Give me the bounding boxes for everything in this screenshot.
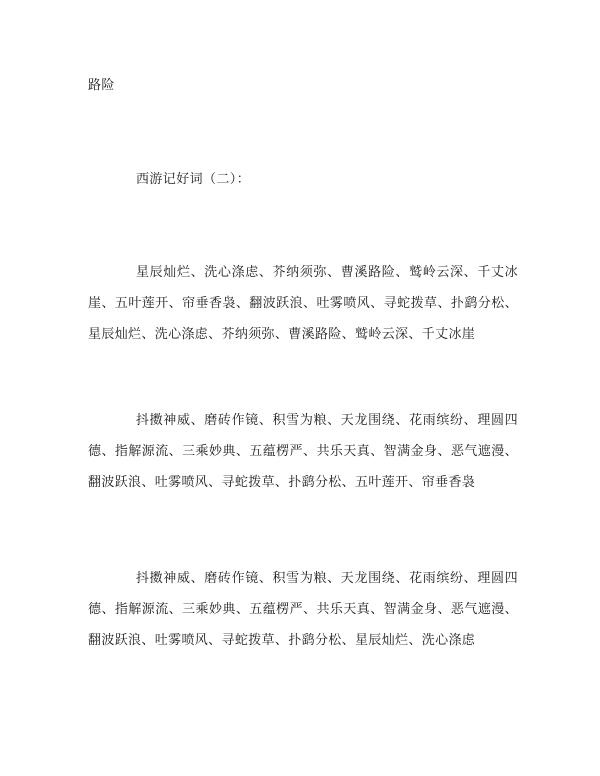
paragraph-2: 抖擞神威、磨砖作镜、积雪为粮、天龙围绕、花雨缤纷、理圆四德、指解源流、三乘妙典、五蕴楞严、共乐天真、智满金身、恶气遮漫、翻波跃浪、吐雾喷风、寻蛇拨草、扑鹞分松、五叶莲开、帘垂香袅 bbox=[88, 413, 518, 490]
section-heading: 西游记好词（二）： bbox=[136, 172, 251, 187]
continued-text: 路险 bbox=[88, 78, 115, 93]
paragraph-3: 抖擞神威、磨砖作镜、积雪为粮、天龙围绕、花雨缤纷、理圆四德、指解源流、三乘妙典、五蕴楞严、共乐天真、智满金身、恶气遮漫、翻波跃浪、吐雾喷风、寻蛇拨草、扑鹞分松、星辰灿烂、洗心涤虑 bbox=[88, 571, 518, 648]
paragraph-1: 星辰灿烂、洗心涤虑、芥纳须弥、曹溪路险、鹫岭云深、千丈冰崖、五叶莲开、帘垂香袅、翻波跃浪、吐雾喷风、寻蛇拨草、扑鹞分松、星辰灿烂、洗心涤虑、芥纳须弥、曹溪路险、鹫岭云深、千丈冰崖 bbox=[88, 265, 518, 342]
